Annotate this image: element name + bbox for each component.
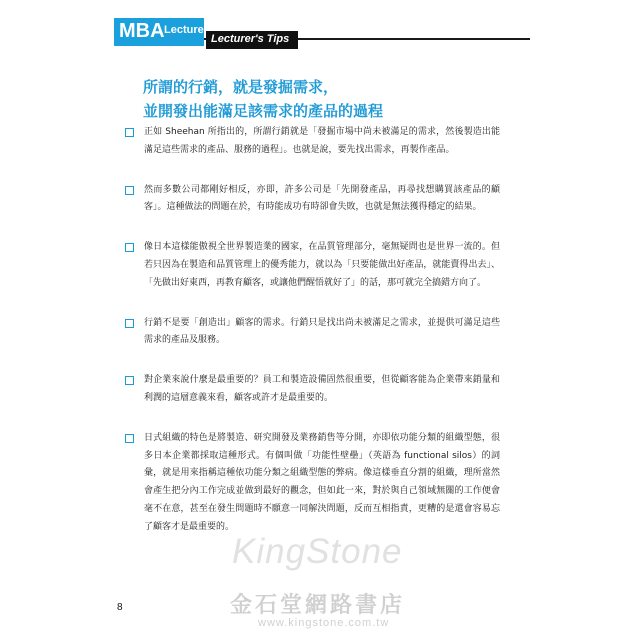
checkbox-icon [125, 434, 134, 443]
title-line-2: 並開發出能滿足該需求的產品的過程 [143, 102, 384, 120]
checkbox-icon [125, 376, 134, 385]
bullet-item [125, 239, 500, 292]
bullet-item [125, 430, 500, 537]
watermark-chinese: 金石堂網路書店 [230, 592, 406, 618]
bullet-item [125, 315, 500, 351]
watermark-url: www.kingstone.com.tw [258, 617, 390, 629]
lecturer-tips-badge [206, 31, 298, 49]
title-line-1: 所謂的行銷，就是發掘需求， [143, 78, 339, 96]
bullet-item [125, 372, 500, 408]
watermark-brand: KingStone [232, 532, 403, 571]
mba-label: MBA [119, 20, 165, 42]
mba-badge [114, 18, 204, 46]
bullet-text: 對企業來說什麼是最重要的？員工和製造設備固然很重要，但從顧客能為企業帶來銷量和利潤的這層意義來看，顧客或許才是最重要的。 [144, 375, 500, 403]
bullet-text: 然而多數公司都剛好相反，亦即，許多公司是「先開發產品，再尋找想購買該產品的顧客」。這種做法的問題在於，有時能成功有時卻會失敗，也就是無法獲得穩定的結果。 [144, 184, 500, 213]
checkbox-icon [125, 243, 134, 252]
bullet-text: 行銷不是要「創造出」顧客的需求。行銷只是找出尚未被滿足之需求，並提供可滿足這些需求的產品及服務。 [144, 317, 500, 346]
bullet-item [125, 124, 500, 160]
bullet-text: 正如 Sheehan 所指出的，所謂行銷就是「發掘市場中尚未被滿足的需求，然後製造出能滿足這些需求的產品、服務的過程」。也就是說，要先找出需求，再製作產品。 [144, 127, 500, 155]
bullet-item [125, 182, 500, 218]
bullet-list [125, 124, 500, 559]
checkbox-icon [125, 319, 134, 328]
checkbox-icon [125, 128, 134, 137]
bullet-text: 像日本這樣能傲視全世界製造業的國家，在品質管理部分，毫無疑問也是世界一流的。但若只因為在製造和品質管理上的優秀能力，就以為「只要能做出好產品，就能賣得出去」、「先做出好東西，再教育顧客，或讓他們醒悟就好了」的話，那可就完全搞錯方向了。 [144, 242, 500, 288]
section-title [143, 75, 523, 123]
lecture-label: Lecture [164, 24, 204, 36]
bullet-text: 日式組織的特色是將製造、研究開發及業務銷售等分開，亦即依功能分類的組織型態，很多日本企業都採取這種形式。有個叫做「功能性壁壘」（英語為 functional silos）的詞彙，就是用來指稱這種依功能分類之組織型態的弊病。像這樣垂直分割的組織，理所當然會產生把分內工作完成並做到最好的觀念，但如此一來，對於與自己領域無關的工作便會毫不在意，甚至在發生問題時不願意一同解決問題，反而互相指責，更糟的是還會容易忘了顧客才是最重要的。 [144, 432, 500, 532]
checkbox-icon [125, 186, 134, 195]
lecturer-tips-label: Lecturer's Tips [211, 33, 290, 45]
page-number: 8 [117, 602, 123, 613]
